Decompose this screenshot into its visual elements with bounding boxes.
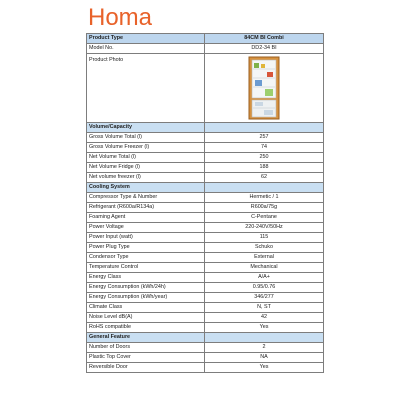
spec-row-energy-class (87, 273, 324, 283)
spec-label: Compressor Type & Number (87, 193, 205, 203)
spec-row-energy-consumption-kwh-year (87, 293, 324, 303)
spec-row-number-of-doors (87, 343, 324, 353)
spec-label: Net Volume Fridge (l) (87, 163, 205, 173)
spec-row-net-volume-fridge-l (87, 163, 324, 173)
spec-row-power-voltage (87, 223, 324, 233)
spec-label: Energy Consumption (kWh/24h) (87, 283, 205, 293)
spec-label: Temperature Control (87, 263, 205, 273)
product-photo-row (87, 54, 324, 123)
refrigerator-photo (248, 56, 280, 120)
spec-label: Foaming Agent (87, 213, 205, 223)
spec-row-gross-volume-total-l (87, 133, 324, 143)
spec-row-noise-level-db-a (87, 313, 324, 323)
spec-value: 220-240V/50Hz (205, 223, 324, 233)
section-header-cooling (87, 183, 324, 193)
section-title: General Feature (87, 333, 205, 343)
spec-row-climate-class (87, 303, 324, 313)
spec-value: R600a/75g (205, 203, 324, 213)
spec-value: 62 (205, 173, 324, 183)
section-title: Cooling System (87, 183, 205, 193)
section-title-blank (205, 183, 324, 193)
homa-logo: Homa (88, 4, 153, 31)
spec-row-plastic-top-cover (87, 353, 324, 363)
spec-label: Net Volume Total (l) (87, 153, 205, 163)
spec-sheet-table (86, 33, 324, 373)
spec-label: Energy Consumption (kWh/year) (87, 293, 205, 303)
section-title: Volume/Capacity (87, 123, 205, 133)
product-type-label: Product Type (87, 34, 205, 44)
section-title-blank (205, 333, 324, 343)
spec-label: Plastic Top Cover (87, 353, 205, 363)
spec-label: Energy Class (87, 273, 205, 283)
spec-value: 346/277 (205, 293, 324, 303)
spec-row-rohs-compatible (87, 323, 324, 333)
section-header-volume (87, 123, 324, 133)
spec-label: RoHS compatible (87, 323, 205, 333)
spec-row-net-volume-freezer-l (87, 173, 324, 183)
spec-value: Mechanical (205, 263, 324, 273)
spec-value: Yes (205, 363, 324, 373)
spec-value: 0.95/0.76 (205, 283, 324, 293)
spec-row-foaming-agent (87, 213, 324, 223)
spec-value: N, ST (205, 303, 324, 313)
model-label: Model No. (87, 44, 205, 54)
product-type-value: 84CM BI Combi (205, 34, 324, 44)
spec-label: Power Input (watt) (87, 233, 205, 243)
spec-value: Hermetic / 1 (205, 193, 324, 203)
model-row (87, 44, 324, 54)
spec-label: Climate Class (87, 303, 205, 313)
spec-value: 250 (205, 153, 324, 163)
spec-label: Power Plug Type (87, 243, 205, 253)
spec-value: 2 (205, 343, 324, 353)
spec-value: Schuko (205, 243, 324, 253)
spec-value: Yes (205, 323, 324, 333)
spec-value: 74 (205, 143, 324, 153)
spec-label: Gross Volume Freezer (l) (87, 143, 205, 153)
product-photo-cell (205, 54, 324, 123)
spec-row-refrigerant-r600a-r134a (87, 203, 324, 213)
section-title-blank (205, 123, 324, 133)
product-photo-label: Product Photo (87, 54, 205, 123)
spec-value: C-Pentane (205, 213, 324, 223)
spec-label: Number of Doors (87, 343, 205, 353)
section-header-general (87, 333, 324, 343)
spec-value: 257 (205, 133, 324, 143)
spec-label: Condensor Type (87, 253, 205, 263)
spec-row-power-input-watt (87, 233, 324, 243)
spec-label: Gross Volume Total (l) (87, 133, 205, 143)
spec-row-compressor-type-number (87, 193, 324, 203)
spec-row-energy-consumption-kwh-24h (87, 283, 324, 293)
spec-value: 188 (205, 163, 324, 173)
spec-label: Net volume freezer (l) (87, 173, 205, 183)
spec-value: A/A+ (205, 273, 324, 283)
spec-value: 42 (205, 313, 324, 323)
spec-value: NA (205, 353, 324, 363)
spec-label: Reversible Door (87, 363, 205, 373)
product-type-row (87, 34, 324, 44)
spec-row-gross-volume-freezer-l (87, 143, 324, 153)
spec-row-net-volume-total-l (87, 153, 324, 163)
spec-row-reversible-door (87, 363, 324, 373)
spec-value: External (205, 253, 324, 263)
spec-label: Noise Level dB(A) (87, 313, 205, 323)
spec-value: 115 (205, 233, 324, 243)
spec-label: Power Voltage (87, 223, 205, 233)
spec-row-power-plug-type (87, 243, 324, 253)
spec-label: Refrigerant (R600a/R134a) (87, 203, 205, 213)
model-value: DD2-34 BI (205, 44, 324, 54)
spec-row-condensor-type (87, 253, 324, 263)
spec-row-temperature-control (87, 263, 324, 273)
